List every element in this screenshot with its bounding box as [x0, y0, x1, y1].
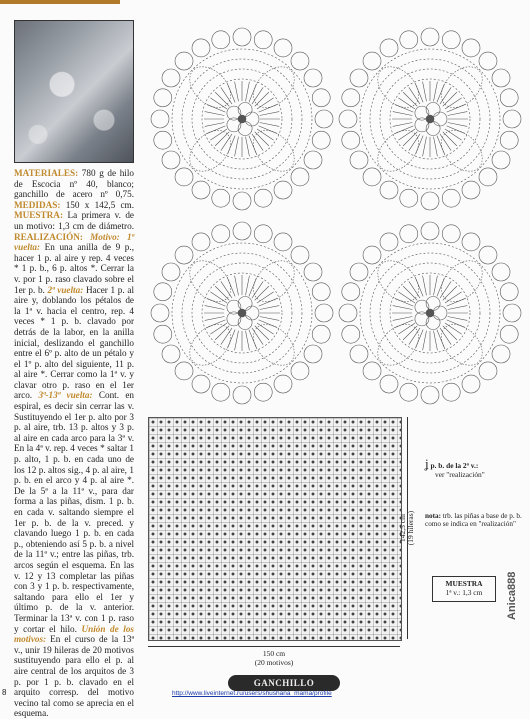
sample-box — [432, 576, 496, 602]
materials-label: MATERIALES: — [14, 168, 79, 178]
symbol-legend — [425, 456, 525, 479]
sample-box-title: MUESTRA — [445, 579, 483, 588]
round3-13-label: 3ª-13ª vuelta: — [38, 390, 93, 401]
round2-label: 2ª vuelta: — [47, 284, 84, 295]
sample-label: MUESTRA: — [14, 210, 64, 221]
symbol-label: p. b. de la 2ª v.: — [430, 461, 479, 470]
source-link[interactable]: http://www.liveinternet.ru/users/shushana_mama/profile — [172, 690, 332, 697]
width-motifs: (20 motivos) — [254, 658, 294, 667]
instructions-text — [14, 168, 134, 719]
realization-label: REALIZACIÓN: — [14, 231, 83, 242]
realization-p1: En una anilla de 9 p., hacer 1 p. al aire y rep. 4 veces * 1 p. b., 6 p. altos *. Cerrar la v. por 1 p. raso clavado sobre el 1er p. b. — [14, 242, 134, 295]
width-dimension-line — [148, 646, 400, 647]
header-accent-bar — [0, 0, 120, 4]
measures-text: 150 x 142,5 cm. — [65, 199, 134, 210]
height-dimension-label — [399, 493, 415, 563]
author-watermark: Anica888 — [506, 571, 518, 620]
motif-chart-diagram — [148, 22, 524, 410]
motif-2 — [339, 28, 521, 210]
realization-p2: Hacer 1 p. al aire y, doblando los pétalos de la 1ª v. hacia el centro, rep. 4 veces * 1 p. b. clavado por detrás de la labor, en la anilla inicial, deslizando el ganchillo entre el 6º p. alto de un pétalo y el 1º p. alto del siguiente, 11 p. al aire *. Cerrar como la 1ª v. y clavar otro p. raso en el 1er arco. — [14, 284, 134, 401]
materials-text: 780 g de hilo de Escocia nº 40, blanco; ganchillo de acero nº 0,75. — [14, 168, 134, 200]
motif-4 — [339, 222, 521, 404]
height-rows: (19 hileras) — [406, 510, 415, 546]
height-value: 142,5 cm — [398, 514, 407, 542]
ganchillo-logo: GANCHILLO — [228, 675, 340, 691]
page-number: 8 — [2, 688, 7, 697]
width-value: 150 cm — [262, 649, 286, 658]
layout-grid-diagram — [148, 417, 402, 641]
motif-1 — [151, 28, 333, 210]
motif-label: Motivo: 1ª vuelta: — [14, 231, 134, 253]
measures-label: MEDIDAS: — [14, 199, 61, 210]
symbol-glyph-icon: ʝ — [425, 456, 429, 471]
note-label: nota: — [425, 512, 441, 520]
realization-p3: Cont. en espiral, es decir sin cerrar las v. Sustituyendo el 1er p. alto por 3 p. al aire, trb. 13 p. altos y 3 p. al aire en cada arco para la 3ª v. En la 4ª v. rep. 4 veces * saltar 1 p. alto, 1 p. b. en cada uno de los 12 p. altos sig., 4 p. al aire, 1 p. b. en el arco y 4 p. al aire *. De la 5ª a la 11ª v., para dar forma a las piñas, dism. 1 p. b. en cada v. saltando siempre el 1er p. b. de la v. preced. y clavando luego 1 p. b. en cada p., obteniendo así 5 p. b. a nivel de la 11ª v.; entre las piñas, trb. arcos según el esquema. En las v. 12 y 13 completar las piñas con 3 y 1 p. b. respectivamente, saltando para ello el 1er y último p. de la v. anterior. Terminar la 13ª v. con 1 p. raso y cortar el hilo. — [14, 390, 135, 634]
note-block — [425, 512, 525, 529]
motif-3 — [151, 222, 333, 404]
sample-text: La primera v. de un motivo: 1,3 cm de diámetro. — [14, 210, 134, 231]
realization-p4: En el curso de la 13ª v., unir 19 hileras de 20 motivos sustituyendo para ello el p. al aire central de los arquitos de 3 p. por 1 p. b. clavado en el arquito corresp. del motivo vecino tal como se aprecia en el esquema. — [14, 634, 134, 719]
finished-doily-photo — [14, 20, 134, 163]
symbol-ref: ver "realización" — [435, 469, 485, 479]
sample-box-value: 1ª v.: 1,3 cm — [445, 588, 483, 597]
lace-detail — [14, 20, 134, 163]
union-label: Unión de los motivos: — [14, 623, 134, 645]
note-text: trb. las piñas a base de p. b. como se indica en "realización" — [425, 512, 522, 529]
width-dimension-label — [148, 649, 400, 667]
